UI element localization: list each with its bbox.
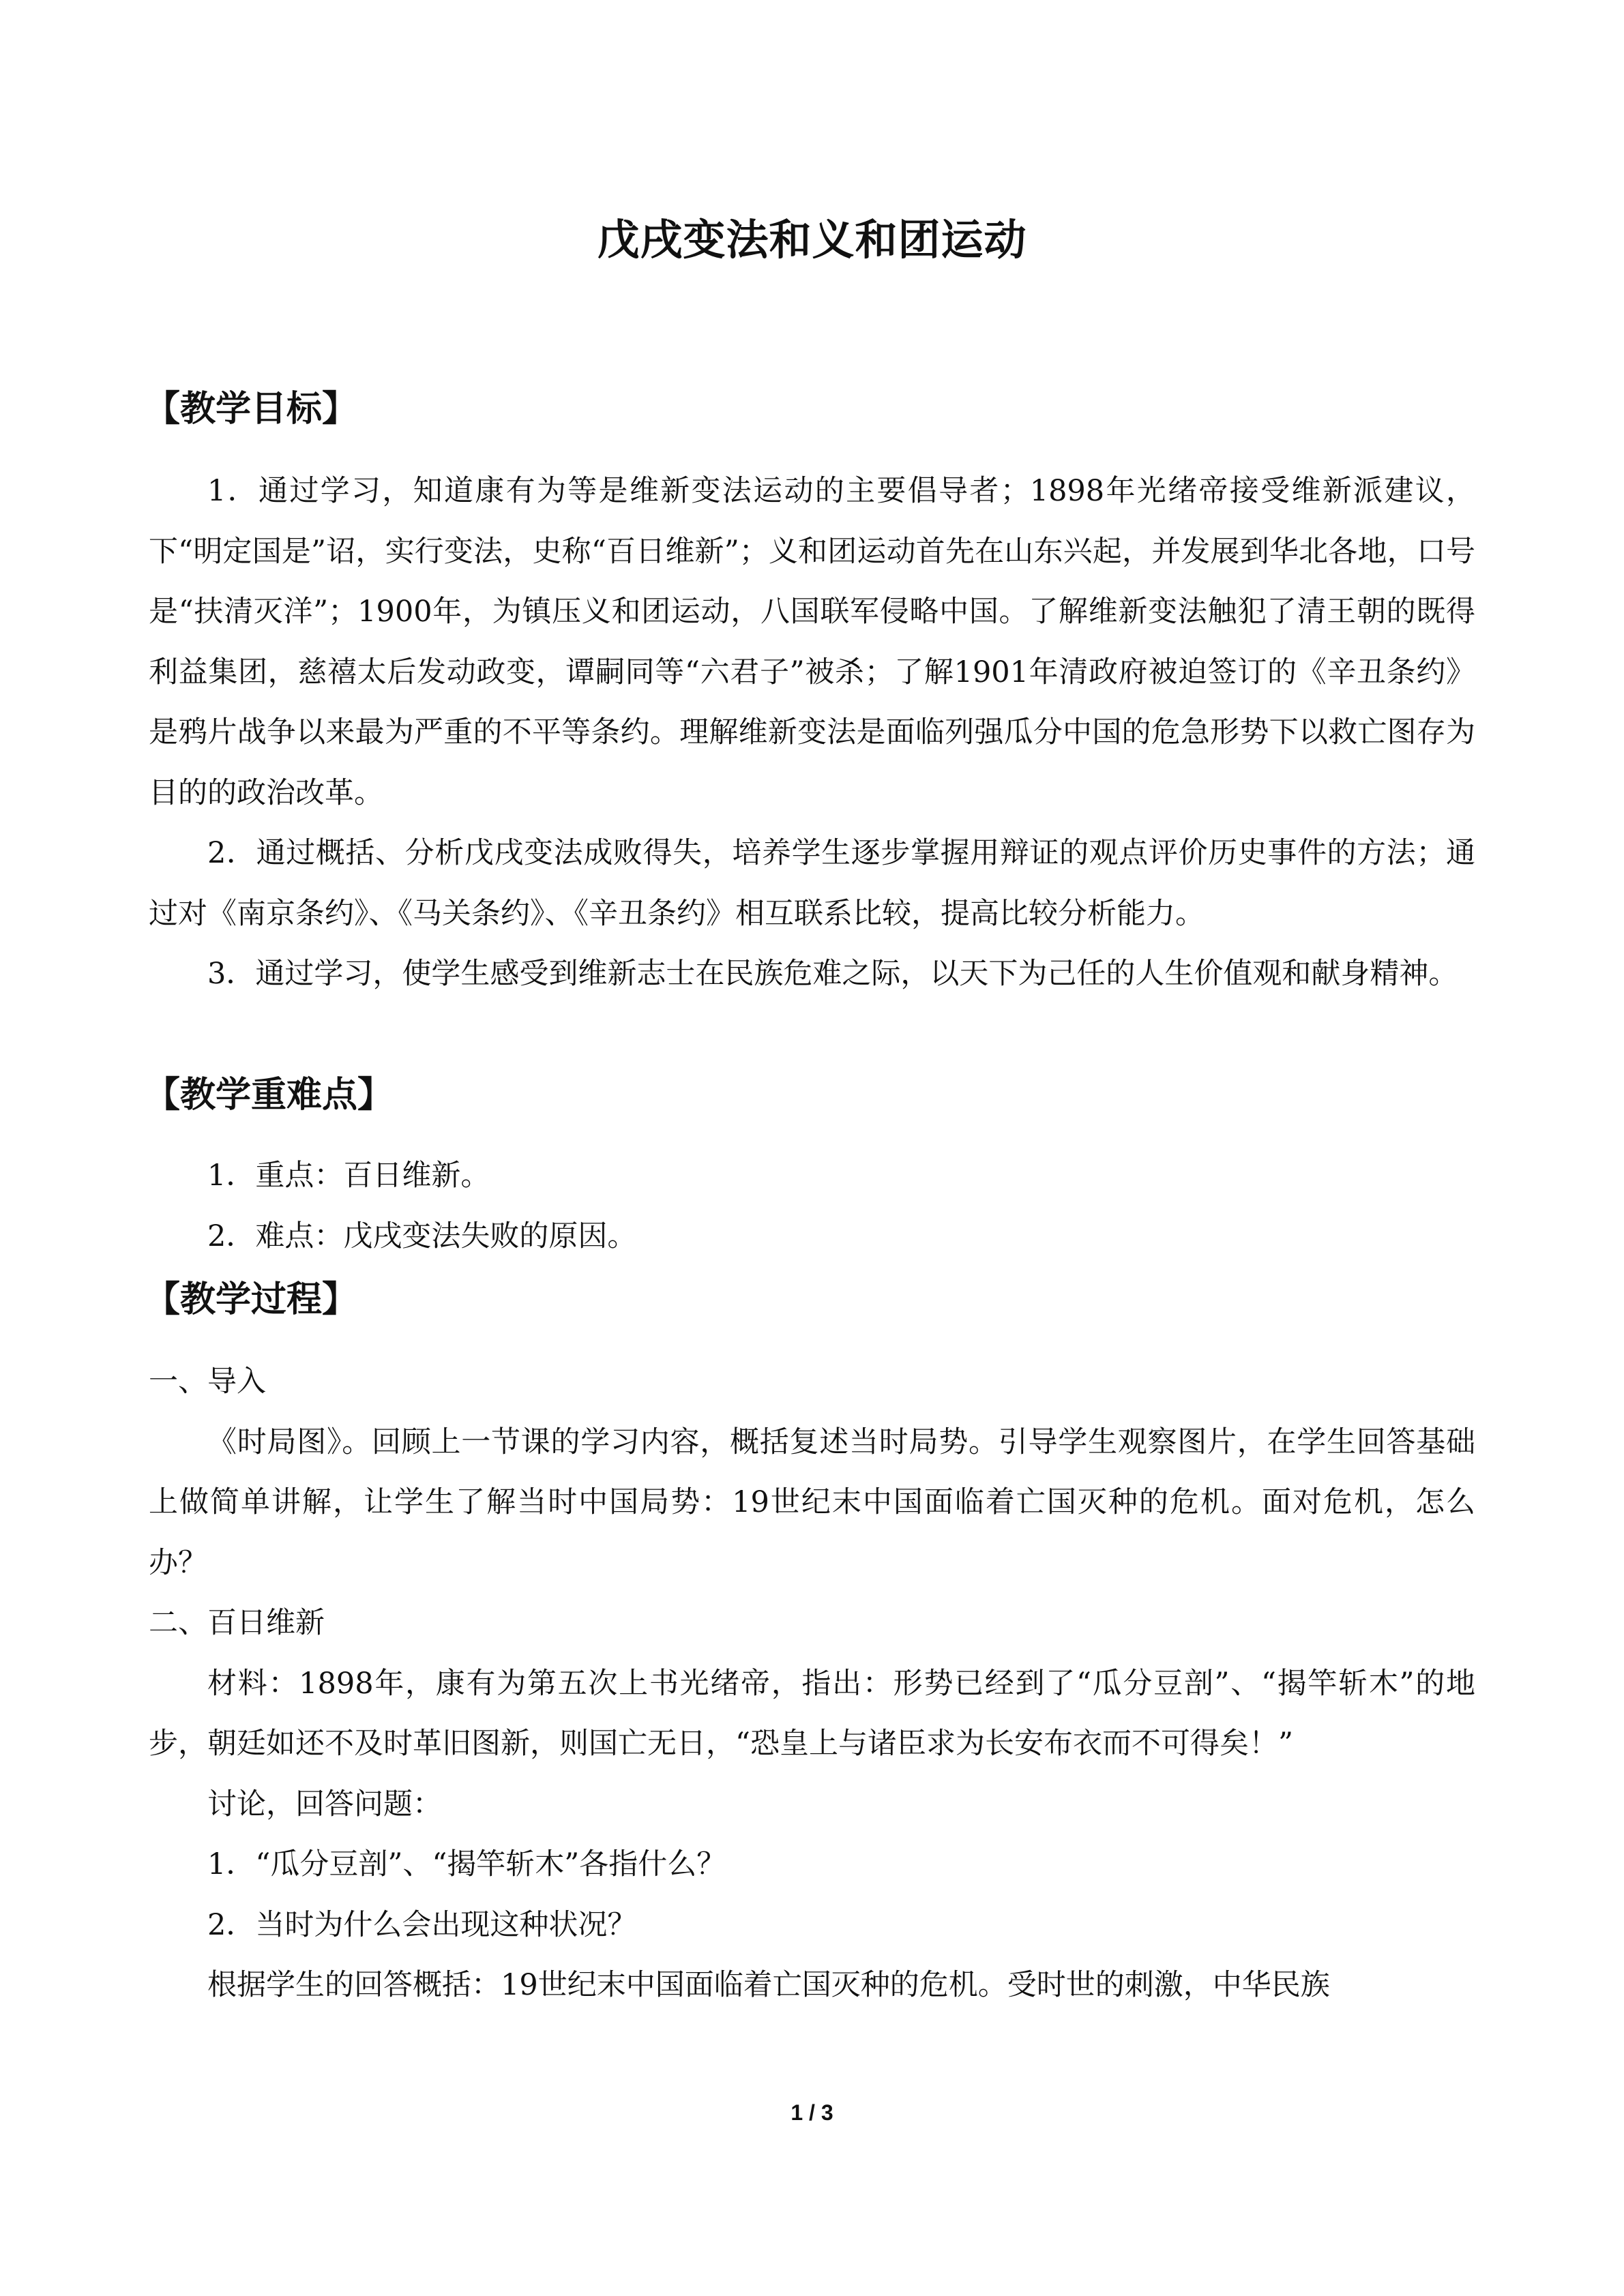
subsection-reform-title: 二、百日维新 bbox=[149, 1606, 325, 1640]
objectives-body bbox=[149, 461, 1475, 1004]
subsection-intro-title: 一、导入 bbox=[149, 1365, 266, 1399]
document-title: 戊戌变法和义和团运动 bbox=[597, 215, 1027, 265]
objectives-heading: 【教学目标】 bbox=[145, 389, 358, 430]
question-item: 1．“瓜分豆剖”、“揭竿斩木”各指什么？ bbox=[207, 1847, 726, 1881]
material-paragraph: 材料：1898年，康有为第五次上书光绪帝，指出：形势已经到了“瓜分豆剖”、“揭竿斩木”的地步，朝廷如还不及时革旧图新，则国亡无日，“恐皇上与诸臣求为长安布衣而不可得矣！” bbox=[149, 1666, 1475, 1761]
objective-paragraph-2: 2．通过概括、分析戊戌变法成败得失，培养学生逐步掌握用辩证的观点评价历史事件的方法；通过对《南京条约》、《马关条约》、《辛丑条约》相互联系比较，提高比较分析能力。 bbox=[149, 836, 1475, 931]
objective-paragraph-1: 1．通过学习，知道康有为等是维新变法运动的主要倡导者；1898年光绪帝接受维新派建议，下“明定国是”诏，实行变法，史称“百日维新”；义和团运动首先在山东兴起，并发展到华北各地，口号是“扶清灭洋”；1900年，为镇压义和团运动，八国联军侵略中国。了解维新变法触犯了清王朝的既得利益集团，慈禧太后发动政变，谭嗣同等“六君子”被杀；了解1901年清政府被迫签订的《辛丑条约》是鸦片战争以来最为严重的不平等条约。理解维新变法是面临列强瓜分中国的危急形势下以救亡图存为目的的政治改革。 bbox=[149, 474, 1475, 810]
key-points-heading: 【教学重难点】 bbox=[145, 1075, 394, 1116]
discussion-prompt: 讨论，回答问题： bbox=[207, 1787, 442, 1821]
summary-paragraph: 根据学生的回答概括：19世纪末中国面临着亡国灭种的危机。受时世的刺激，中华民族 bbox=[207, 1968, 1330, 2002]
key-points-body bbox=[149, 1146, 1475, 1266]
key-point-item: 1．重点：百日维新。 bbox=[207, 1159, 490, 1193]
difficult-point-item: 2．难点：戊戌变法失败的原因。 bbox=[207, 1219, 637, 1253]
intro-paragraph: 《时局图》。回顾上一节课的学习内容，概括复述当时局势。引导学生观察图片，在学生回答基础上做简单讲解，让学生了解当时中国局势：19世纪末中国面临着亡国灭种的危机。面对危机，怎么办？ bbox=[149, 1425, 1475, 1580]
process-body bbox=[149, 1352, 1475, 2016]
process-heading: 【教学过程】 bbox=[145, 1279, 358, 1320]
objective-paragraph-3: 3．通过学习，使学生感受到维新志士在民族危难之际，以天下为己任的人生价值观和献身精神。 bbox=[207, 957, 1458, 991]
page-number: 1 / 3 bbox=[791, 2100, 833, 2125]
question-item: 2．当时为什么会出现这种状况？ bbox=[207, 1907, 637, 1942]
